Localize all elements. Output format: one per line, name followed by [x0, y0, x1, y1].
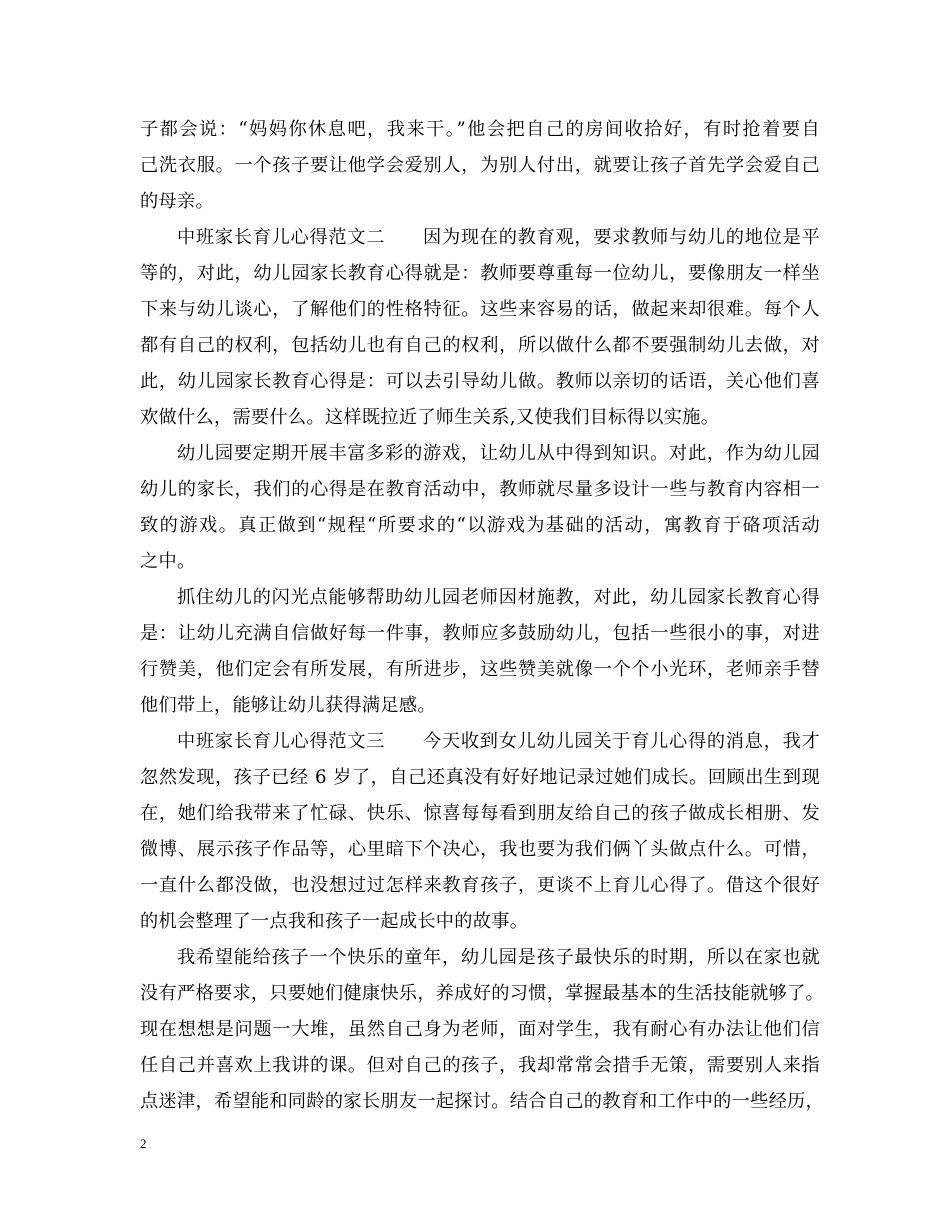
text-line: 幼儿园要定期开展丰富多彩的游戏，让幼儿从中得到知识。对此，作为幼儿园 [177, 443, 820, 464]
text-line: 点迷津，希望能和同龄的家长朋友一起探讨。结合自己的教育和工作中的一些经历， [140, 1091, 825, 1112]
text-line: 在，她们给我带来了忙碌、快乐、惊喜每每看到朋友给自己的孩子做成长相册、发 [140, 803, 820, 824]
text-line: 欢做什么，需要什么。这样既拉近了师生关系,又使我们目标得以实施。 [140, 407, 720, 428]
text-line: 我希望能给孩子一个快乐的童年，幼儿园是孩子最快乐的时期，所以在家也就 [177, 947, 820, 968]
text-line: 微博、展示孩子作品等，心里暗下个决心，我也要为我们俩丫头做点什么。可惜， [140, 839, 820, 860]
text-line: 致的游戏。真正做到“规程“所要求的“以游戏为基础的活动，寓教育于硌项活动 [140, 515, 820, 536]
text-line: 此，幼儿园家长教育心得是：可以去引导幼儿做。教师以亲切的话语，关心他们喜 [140, 371, 820, 392]
page-number: 2 [140, 1136, 147, 1151]
text-line: 现在想想是问题一大堆，虽然自己身为老师，面对学生，我有耐心有办法让他们信 [140, 1019, 820, 1040]
text-line: 下来与幼儿谈心，了解他们的性格特征。这些来容易的话，做起来却很难。每个人 [140, 299, 820, 320]
text-line: 没有严格要求，只要她们健康快乐，养成好的习惯，掌握最基本的生活技能就够了。 [140, 983, 825, 1004]
text-line: 等的，对此，幼儿园家长教育心得就是：教师要尊重每一位幼儿，要像朋友一样坐 [140, 263, 820, 284]
text-line: 的母亲。 [140, 191, 214, 212]
text-line: 中班家长育儿心得范文三 今天收到女儿幼儿园关于育儿心得的消息，我才 [177, 731, 820, 752]
text-line: 抓住幼儿的闪光点能够帮助幼儿园老师因材施教，对此，幼儿园家长教育心得 [177, 587, 820, 608]
text-line: 任自己并喜欢上我讲的课。但对自己的孩子，我却常常会措手无策，需要别人来指 [140, 1055, 820, 1076]
text-line: 己洗衣服。一个孩子要让他学会爱别人，为别人付出，就要让孩子首先学会爱自己 [140, 155, 820, 176]
text-line: 行赞美，他们定会有所发展，有所进步，这些赞美就像一个个小光环，老师亲手替 [140, 659, 820, 680]
text-line: 是：让幼儿充满自信做好每一件事，教师应多鼓励幼儿，包括一些很小的事，对进 [140, 623, 820, 644]
text-line: 忽然发现，孩子已经 6 岁了，自己还真没有好好地记录过她们成长。回顾出生到现 [140, 767, 820, 788]
document-body [140, 112, 825, 1120]
text-line: 幼儿的家长，我们的心得是在教育活动中，教师就尽量多设计一些与教育内容相一 [140, 479, 820, 500]
text-line: 的机会整理了一点我和孩子一起成长中的故事。 [140, 911, 529, 932]
text-line: 中班家长育儿心得范文二 因为现在的教育观，要求教师与幼儿的地位是平 [177, 227, 820, 248]
text-line: 之中。 [140, 551, 196, 572]
text-line: 子都会说：“妈妈你休息吧，我来干。”他会把自己的房间收拾好，有时抢着要自 [140, 119, 820, 140]
text-line: 都有自己的权利，包括幼儿也有自己的权利，所以做什么都不要强制幼儿去做，对 [140, 335, 820, 356]
text-line: 一直什么都没做，也没想过过怎样来教育孩子，更谈不上育儿心得了。借这个很好 [140, 875, 820, 896]
text-line: 他们带上，能够让幼儿获得满足感。 [140, 695, 436, 716]
